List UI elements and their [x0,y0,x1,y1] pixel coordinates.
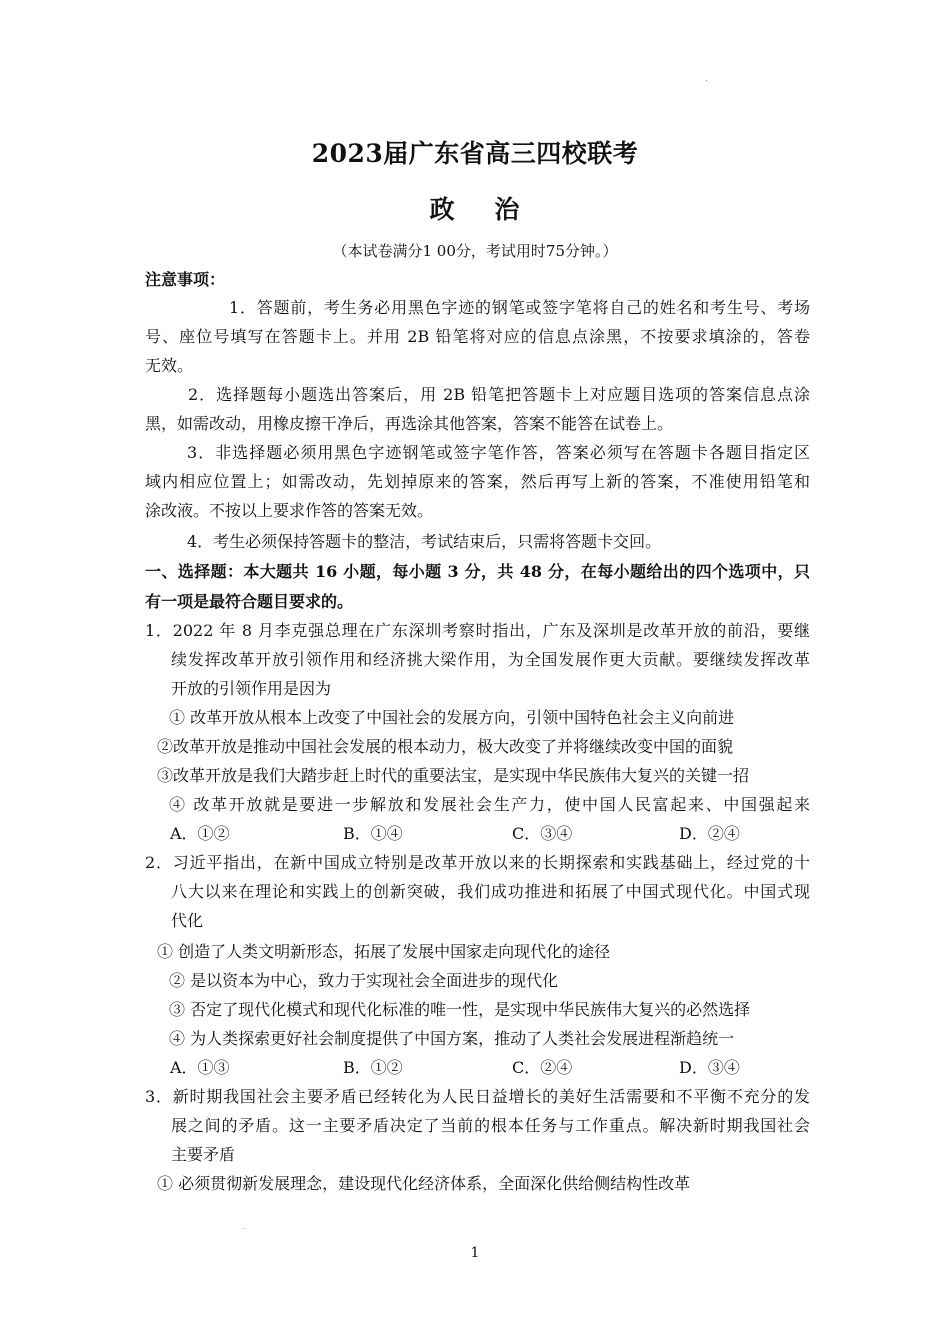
q1-stem-line-2: 续发挥改革开放引领作用和经济挑大梁作用，为全国发展作更大贡献。要继续发挥改革 [171,650,810,669]
q1-option-a: A．①② [170,824,230,843]
notice-item-1-line-3: 无效。 [145,356,194,375]
q1-option-d: D．②④ [679,824,740,843]
q3-stem-line-1: 3．新时期我国社会主要矛盾已经转化为人民日益增长的美好生活需要和不平衡不充分的发 [145,1087,810,1106]
q1-stem-line-3: 开放的引领作用是因为 [171,679,332,698]
q2-option-b: B．①② [343,1058,403,1077]
page-number: 1 [470,1245,480,1261]
q2-stem-line-2: 八大以来在理论和实践上的创新突破，我们成功推进和拓展了中国式现代化。中国式现 [171,882,810,901]
q1-statement-4: ④ 改革开放就是要进一步解放和发展社会生产力，使中国人民富起来、中国强起来 [169,795,810,814]
q2-statement-3: ③ 否定了现代化模式和现代化标准的唯一性，是实现中华民族伟大复兴的必然选择 [169,1000,751,1019]
q1-options [170,823,810,845]
q3-statement-1: ① 必须贯彻新发展理念，建设现代化经济体系，全面深化供给侧结构性改革 [157,1174,691,1193]
q1-statement-3: ③改革开放是我们大踏步赶上时代的重要法宝，是实现中华民族伟大复兴的关键一招 [157,766,750,785]
q1-statement-2: ②改革开放是推动中国社会发展的根本动力，极大改变了并将继续改变中国的面貌 [157,737,734,756]
section-1-line-2: 有一项是最符合题目要求的。 [145,592,354,611]
q3-stem-line-2: 展之间的矛盾。这一主要矛盾决定了当前的根本任务与工作重点。解决新时期我国社会 [171,1116,810,1135]
exam-subject: 政 治 [429,195,521,224]
q2-statement-1: ① 创造了人类文明新形态，拓展了发展中国家走向现代化的途径 [157,942,611,961]
exam-note: （本试卷满分1 00分，考试用时75分钟。） [332,242,618,260]
q2-stem-line-1: 2．习近平指出，在新中国成立特别是改革开放以来的长期探索和实践基础上，经过党的十 [145,853,810,872]
notice-item-1-line-2: 号、座位号填写在答题卡上。并用 2B 铅笔将对应的信息点涂黑，不按要求填涂的，答卷 [145,327,810,346]
q2-option-a: A．①③ [170,1058,230,1077]
notice-item-1-line-1: 1．答题前，考生务必用黑色字迹的钢笔或签字笔将自己的姓名和考生号、考场 [229,298,810,317]
q2-option-c: C．②④ [512,1058,573,1077]
q1-statement-1: ① 改革开放从根本上改变了中国社会的发展方向，引领中国特色社会主义向前进 [169,708,735,727]
q2-stem-line-3: 代化 [171,911,204,930]
q2-options [170,1057,810,1079]
notice-heading: 注意事项： [145,270,226,289]
notice-item-3-line-3: 涂改液。不按以上要求作答的答案无效。 [145,501,434,520]
notice-item-3-line-2: 域内相应位置上；如需改动，先划掉原来的答案，然后再写上新的答案，不准使用铅笔和 [145,472,810,491]
notice-item-3-line-1: 3．非选择题必须用黑色字迹钢笔或签字笔作答，答案必须写在答题卡各题目指定区 [187,443,810,462]
notice-item-4: 4．考生必须保持答题卡的整洁，考试结束后，只需将答题卡交回。 [187,532,662,551]
q1-option-b: B．①④ [343,824,403,843]
notice-item-2-line-2: 黑，如需改动，用橡皮擦干净后，再选涂其他答案，答案不能答在试卷上。 [145,414,674,433]
exam-title: 2023届广东省高三四校联考 [311,139,639,168]
scan-speck [244,1228,245,1229]
q2-statement-4: ④ 为人类探索更好社会制度提供了中国方案，推动了人类社会发展进程渐趋统一 [169,1029,735,1048]
q2-option-d: D．③④ [679,1058,740,1077]
notice-item-2-line-1: 2．选择题每小题选出答案后，用 2B 铅笔把答题卡上对应题目选项的答案信息点涂 [188,385,810,404]
q1-stem-line-1: 1．2022 年 8 月李克强总理在广东深圳考察时指出，广东及深圳是改革开放的前沿，要继 [145,621,810,640]
section-1-line-1: 一、选择题：本大题共 16 小题，每小题 3 分，共 48 分，在每小题给出的四个选项中，只 [145,562,810,581]
q2-statement-2: ② 是以资本为中心，致力于实现社会全面进步的现代化 [169,971,559,990]
q1-option-c: C．③④ [512,824,573,843]
q3-stem-line-3: 主要矛盾 [171,1145,236,1164]
scan-speck [706,80,707,81]
